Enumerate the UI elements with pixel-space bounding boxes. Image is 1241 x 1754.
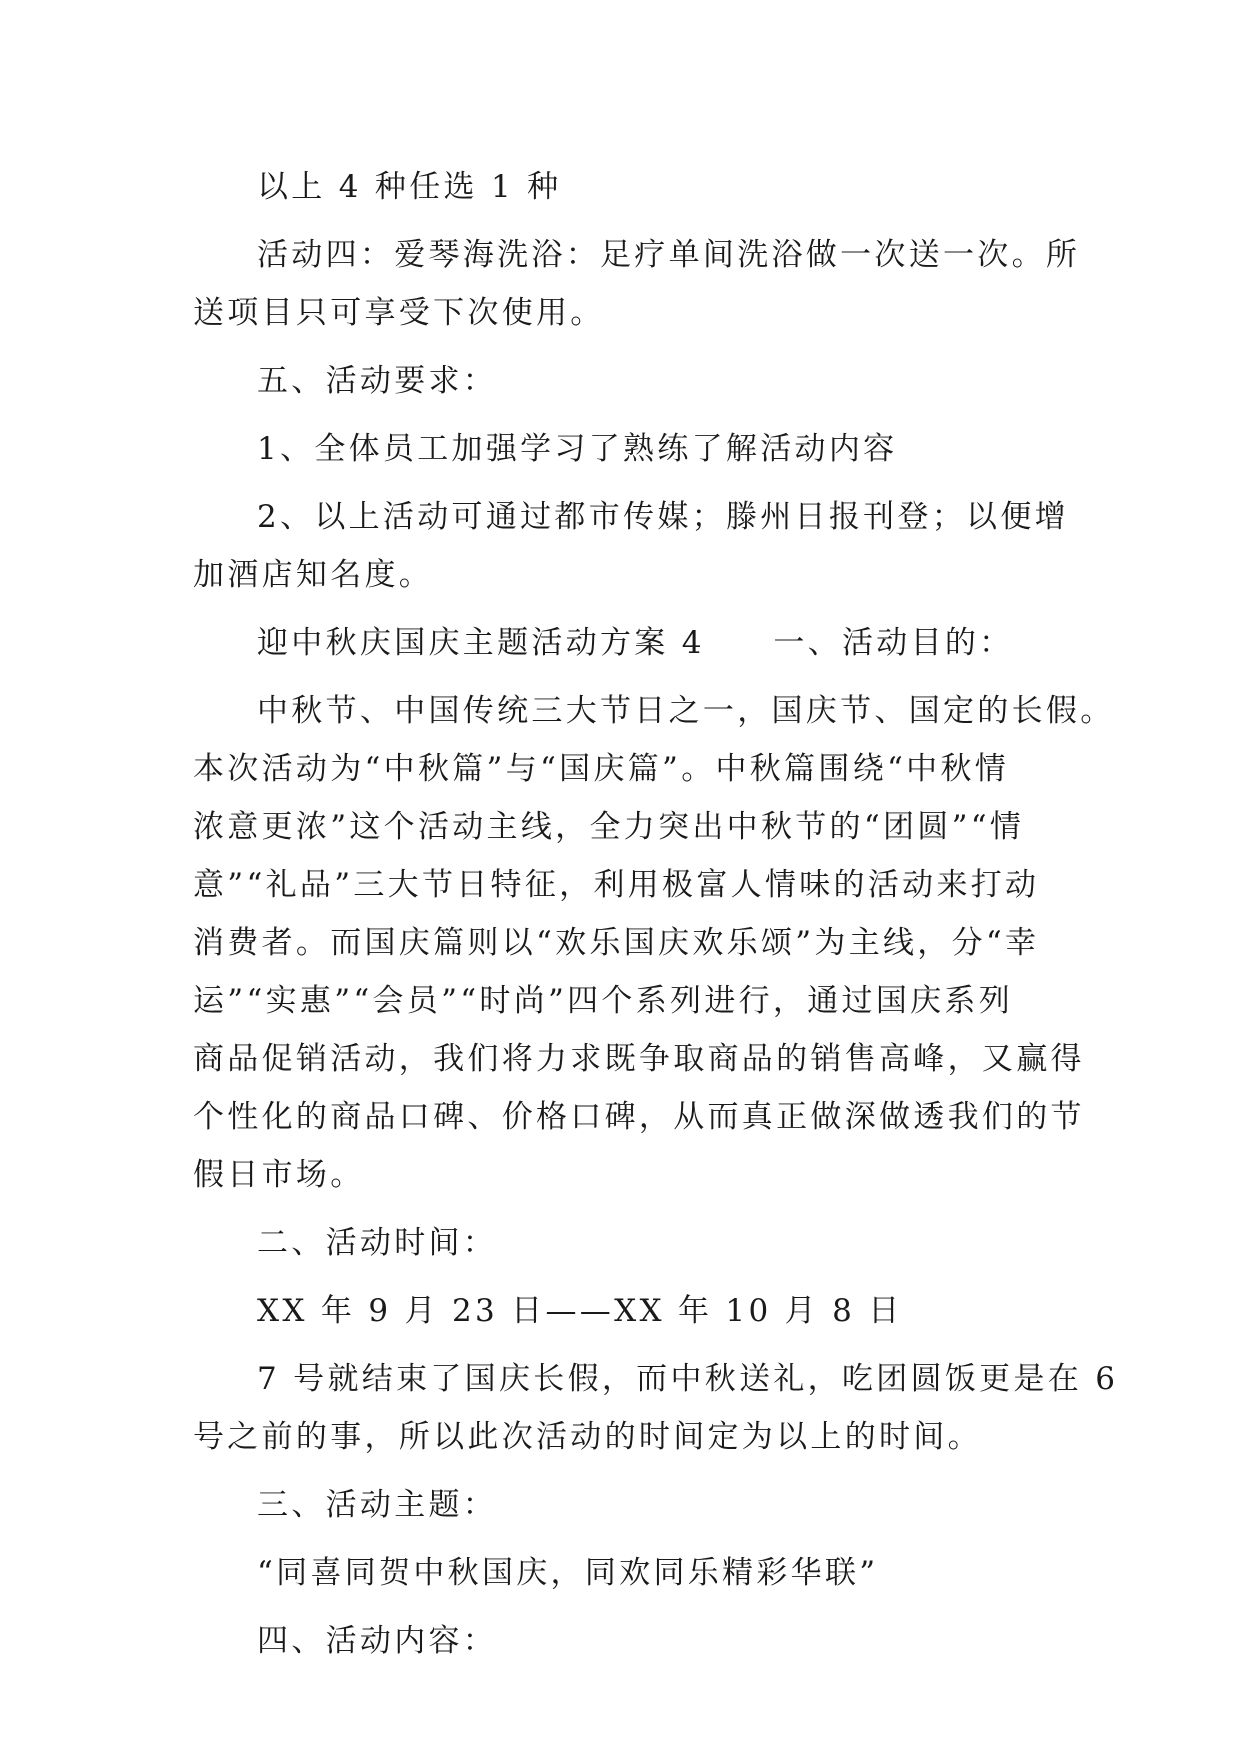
text-line: 加酒店知名度。 (193, 557, 434, 593)
paragraph (193, 1476, 1055, 1534)
text-line: 运”“实惠”“会员”“时尚”四个系列进行，通过国庆系列 (193, 983, 1014, 1019)
paragraph (193, 352, 1055, 410)
paragraph (193, 1282, 1055, 1340)
paragraph (193, 682, 1115, 1204)
text-line: XX 年 9 月 23 日——XX 年 10 月 8 日 (257, 1293, 903, 1329)
paragraph (193, 1214, 1055, 1272)
text-line: “同喜同贺中秋国庆，同欢同乐精彩华联” (257, 1555, 879, 1591)
text-line: 活动四：爱琴海洗浴：足疗单间洗浴做一次送一次。所 (257, 237, 1081, 273)
paragraph (193, 1612, 1055, 1670)
paragraph (193, 1544, 1055, 1602)
text-line: 号之前的事，所以此次活动的时间定为以上的时间。 (193, 1419, 982, 1455)
text-line: 消费者。而国庆篇则以“欢乐国庆欢乐颂”为主线，分“幸 (193, 925, 1040, 961)
paragraph (193, 614, 1055, 672)
text-line: 浓意更浓”这个活动主线，全力突出中秋节的“团圆”“情 (193, 809, 1025, 845)
text-line: 二、活动时间： (257, 1225, 498, 1261)
text-line: 个性化的商品口碑、价格口碑，从而真正做深做透我们的节 (193, 1099, 1085, 1135)
text-line: 商品促销活动，我们将力求既争取商品的销售高峰，又赢得 (193, 1041, 1085, 1077)
paragraph (193, 1350, 1119, 1466)
document-page (193, 158, 1119, 1670)
text-line: 以上 4 种任选 1 种 (257, 169, 562, 205)
text-line: 1、全体员工加强学习了熟练了解活动内容 (257, 431, 898, 467)
text-line: 意”“礼品”三大节日特征，利用极富人情味的活动来打动 (193, 867, 1040, 903)
paragraph (193, 158, 1055, 216)
text-line: 2、以上活动可通过都市传媒；滕州日报刊登；以便增 (257, 499, 1069, 535)
paragraph (193, 420, 1055, 478)
text-line: 本次活动为“中秋篇”与“国庆篇”。中秋篇围绕“中秋情 (193, 751, 1010, 787)
text-line: 迎中秋庆国庆主题活动方案 4 一、活动目的： (257, 625, 1014, 661)
text-line: 中秋节、中国传统三大节日之一，国庆节、国定的长假。 (257, 693, 1115, 729)
text-line: 送项目只可享受下次使用。 (193, 295, 605, 331)
text-line: 四、活动内容： (257, 1623, 498, 1659)
text-line: 假日市场。 (193, 1157, 365, 1193)
paragraph (193, 226, 1081, 342)
text-line: 7 号就结束了国庆长假，而中秋送礼，吃团圆饭更是在 6 (257, 1361, 1119, 1397)
paragraph (193, 488, 1069, 604)
text-line: 三、活动主题： (257, 1487, 498, 1523)
text-line: 五、活动要求： (257, 363, 498, 399)
